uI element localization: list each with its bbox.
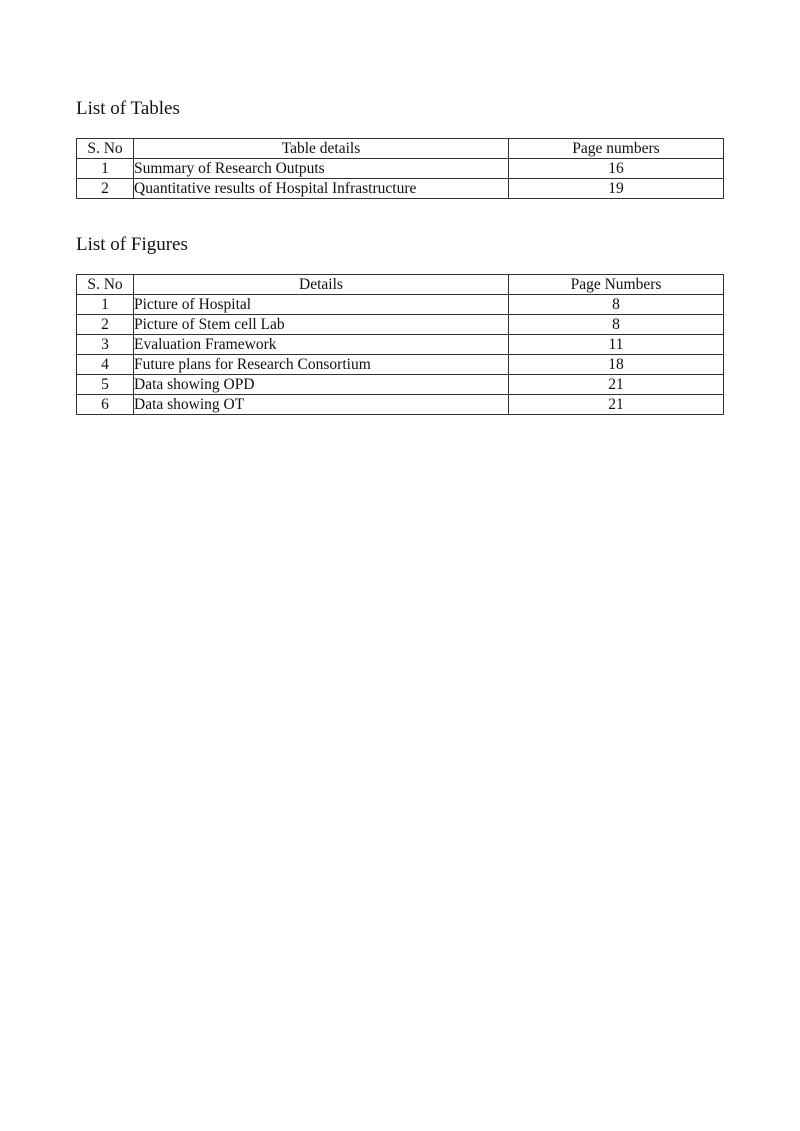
row-details: Data showing OPD [134, 375, 509, 395]
table-row [77, 375, 724, 395]
row-sno: 6 [77, 395, 134, 415]
row-page-number: 8 [509, 295, 724, 315]
list-of-figures-heading: List of Figures [76, 234, 188, 255]
row-page-number: 16 [509, 159, 724, 179]
table-row [77, 295, 724, 315]
table-header-row [77, 139, 724, 159]
table-row [77, 395, 724, 415]
row-page-number: 19 [509, 179, 724, 199]
column-header-page: Page numbers [509, 139, 724, 159]
row-page-number: 21 [509, 395, 724, 415]
row-sno: 1 [77, 295, 134, 315]
row-page-number: 21 [509, 375, 724, 395]
row-sno: 5 [77, 375, 134, 395]
list-of-tables-heading: List of Tables [76, 98, 180, 119]
column-header-sno: S. No [77, 139, 134, 159]
row-sno: 2 [77, 315, 134, 335]
row-page-number: 11 [509, 335, 724, 355]
row-details: Summary of Research Outputs [134, 159, 509, 179]
row-details: Picture of Hospital [134, 295, 509, 315]
column-header-details: Table details [134, 139, 509, 159]
row-sno: 3 [77, 335, 134, 355]
table-row [77, 315, 724, 335]
table-row [77, 159, 724, 179]
row-page-number: 18 [509, 355, 724, 375]
row-page-number: 8 [509, 315, 724, 335]
row-sno: 2 [77, 179, 134, 199]
table-row [77, 179, 724, 199]
column-header-sno: S. No [77, 275, 134, 295]
row-details: Data showing OT [134, 395, 509, 415]
list-of-figures-table [76, 274, 724, 415]
row-sno: 1 [77, 159, 134, 179]
row-details: Picture of Stem cell Lab [134, 315, 509, 335]
table-row [77, 335, 724, 355]
row-details: Quantitative results of Hospital Infrastructure [134, 179, 509, 199]
row-details: Evaluation Framework [134, 335, 509, 355]
column-header-details: Details [134, 275, 509, 295]
row-details: Future plans for Research Consortium [134, 355, 509, 375]
table-header-row [77, 275, 724, 295]
row-sno: 4 [77, 355, 134, 375]
column-header-page: Page Numbers [509, 275, 724, 295]
table-row [77, 355, 724, 375]
list-of-tables-table [76, 138, 724, 199]
